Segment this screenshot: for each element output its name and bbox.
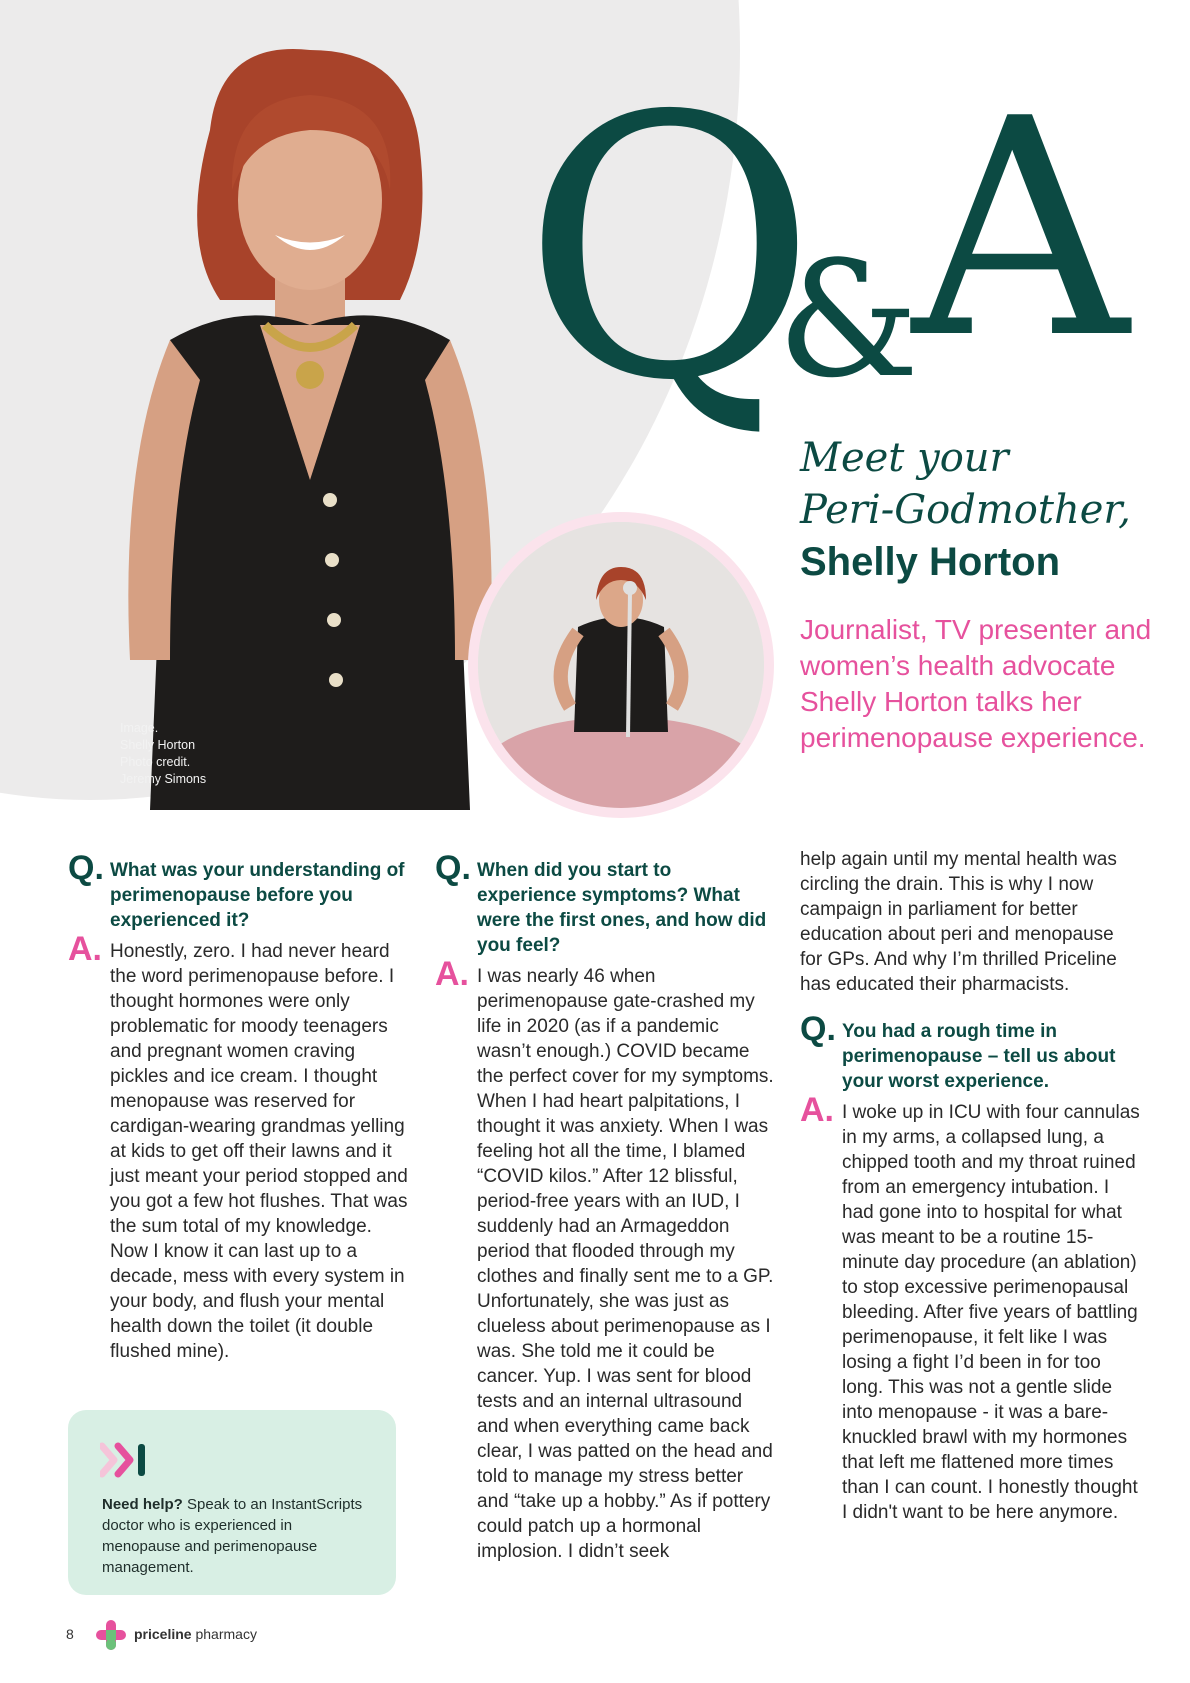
hero-portrait-image [60,40,530,810]
caption-line: Photo credit. [120,755,191,769]
question-3 [800,1010,1140,1094]
intro-standfirst: Journalist, TV presenter and women’s health advocate Shelly Horton talks her perimenopause experience. [800,614,1152,753]
page-number: 8 [66,1626,74,1642]
question-text: You had a rough time in perimenopause – tell us about your worst experience. [842,1021,1116,1092]
question-text: What was your understanding of perimenopause before you experienced it? [110,860,405,931]
answer-3 [800,1091,1140,1525]
column-3 [800,847,1140,1531]
column-2 [435,849,775,1570]
help-text [102,1494,372,1578]
q-marker: Q. [435,849,471,887]
headline-name: Shelly Horton [800,540,1061,584]
brand-rest: pharmacy [191,1626,257,1642]
inset-photo-image [478,522,764,808]
photo-caption [120,720,206,788]
headline-line-1: Meet your [800,435,1009,481]
question-1 [68,849,408,933]
help-body: Speak to an InstantScripts doctor who is experienced in menopause and perimenopause management. [102,1496,363,1576]
headline-line-2: Peri-Godmother, [800,487,1131,533]
column-1 [68,849,408,1370]
help-lead: Need help? [102,1496,183,1513]
caption-line: Shelly Horton [120,738,196,752]
answer-text: I woke up in ICU with four cannulas in my arms, a collapsed lung, a chipped tooth and my throat ruined from an emergency intubation. I had gone into to hospital for what was meant to be a routine 15-minute day procedure (an ablation) to stop excessive perimenopausal bleeding. After five years of battling perimenopause, it felt like I was losing a fight I’d been in for too long. This was not a gentle slide into menopause - it was a bare-knuckled brawl with my hormones that left me flattened more times than I can count. I honestly thought I didn't want to be here anymore. [842,1102,1140,1523]
a-marker: A. [800,1091,834,1129]
q-marker: Q. [68,849,104,887]
help-callout [68,1410,396,1595]
title-a: A [912,55,1129,404]
answer-text: Honestly, zero. I had never heard the word perimenopause before. I thought hormones were only problematic for moody teenagers and pregnant women craving pickles and ice cream. I thought menopause was reserved for cardigan-wearing grandmas yelling at kids to get off their lawns and it just meant your period stopped and you got a few hot flushes. That was the sum total of my knowledge. Now I know it can last up to a decade, mess with every system in your body, and flush your mental health down the toilet (it double flushed mine). [110,941,408,1362]
title-ampersand: & [777,226,920,413]
a-marker: A. [68,930,102,968]
answer-text: I was nearly 46 when perimenopause gate-crashed my life in 2020 (as if a pandemic wasn’t enough.) COVID became the perfect cover for my symptoms. When I had heart palpitations, I thought it was anxiety. When I was feeling hot all the time, I blamed “COVID kilos.” After 12 blissful, period-free years with an IUD, I suddenly had an Armageddon period that flooded through my clothes and finally sent me to a GP. Unfortunately, she was just as clueless about perimenopause as I was. She told me it could be cancer. Yup. I was sent for blood tests and an internal ultrasound and when everything came back clear, I was patted on the head and told to manage my stress better and “take up a hobby.” As if pottery could patch up a hormonal implosion. I didn’t seek [477,966,774,1562]
a-marker: A. [435,955,469,993]
answer-2 [435,955,775,1564]
caption-line: Image. [120,721,159,735]
q-marker: Q. [800,1010,836,1048]
priceline-cross-logo-icon [96,1620,126,1650]
title-q: Q [522,40,798,459]
inset-photo [478,522,764,808]
brand-bold: priceline [134,1626,192,1642]
question-2 [435,849,775,958]
question-text: When did you start to experience symptoms? What were the first ones, and how did you feel? [477,860,767,956]
caption-line: Jeremy Simons [120,772,207,786]
answer-2-continued: help again until my mental health was circling the drain. This is why I now campaign in parliament for better education about peri and menopause for GPs. And why I’m thrilled Priceline has educated their pharmacists. [800,849,1117,995]
brand-name [134,1626,257,1642]
headline [800,432,1160,588]
answer-1 [68,930,408,1364]
instantscripts-chevrons-icon [100,1442,156,1478]
